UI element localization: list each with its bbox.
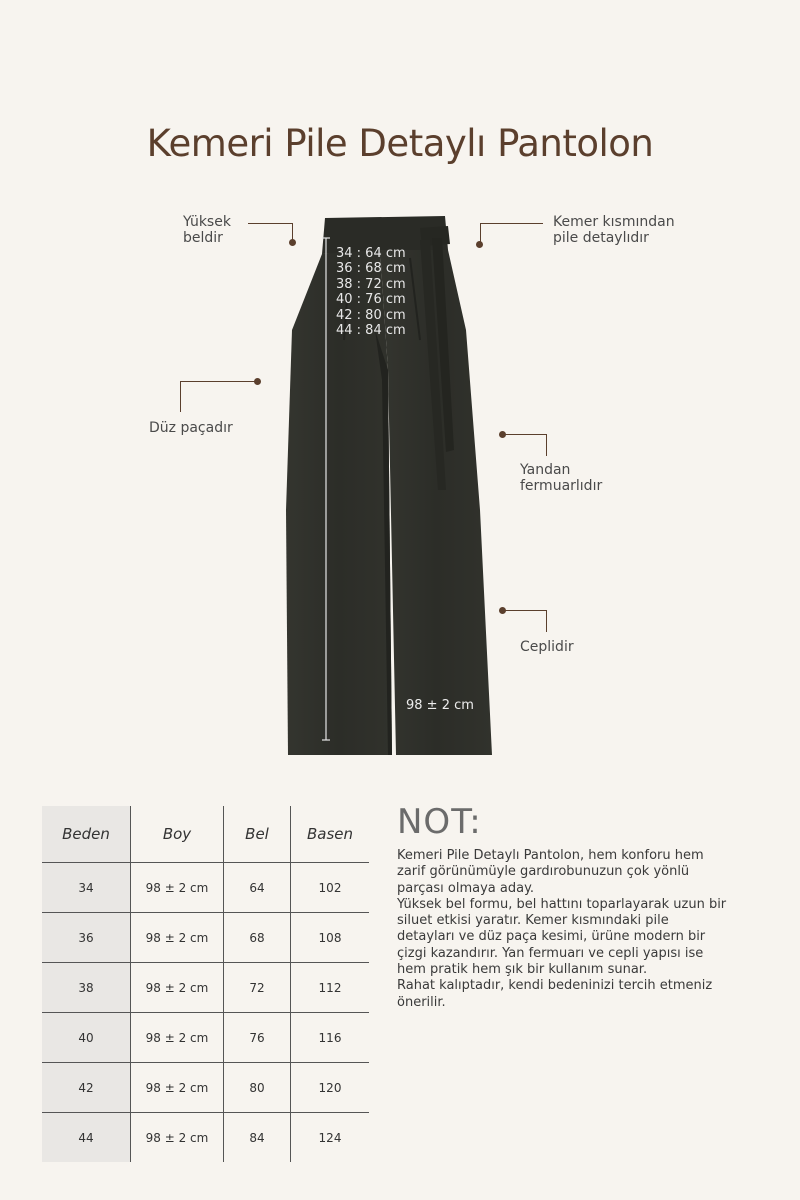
callout-straight-leg: Düz paçadır: [149, 420, 233, 436]
callout-belt-pleat: Kemer kısmından pile detaylıdır: [553, 214, 675, 246]
header-beden: Beden: [42, 806, 131, 863]
header-bel: Bel: [224, 806, 291, 863]
callout-dot: [254, 378, 261, 385]
table-row: 36 98 ± 2 cm 68 108: [42, 913, 369, 963]
note-paragraph: Rahat kalıptadır, kendi bedeninizi tercih etmeniz önerilir.: [397, 978, 713, 1010]
length-label: 98 ± 2 cm: [406, 698, 474, 713]
note-body: [397, 848, 727, 1011]
table-row: 34 98 ± 2 cm 64 102: [42, 863, 369, 913]
note-paragraph: Kemeri Pile Detaylı Pantolon, hem konforu hem zarif görünümüyle gardırobunuzun çok yönlü parçası olmaya aday.: [397, 848, 704, 896]
size-table: [42, 806, 369, 1162]
waist-measurements: [336, 246, 406, 338]
note-title: NOT:: [397, 802, 482, 842]
callout-dot: [499, 431, 506, 438]
header-basen: Basen: [306, 825, 354, 843]
waist-measure-44: 44 : 84 cm: [336, 323, 406, 339]
callout-pockets: Ceplidir: [520, 639, 574, 655]
waist-measure-36: 36 : 68 cm: [336, 261, 406, 277]
table-row: 38 98 ± 2 cm 72 112: [42, 963, 369, 1013]
table-row: 40 98 ± 2 cm 76 116: [42, 1013, 369, 1063]
waist-measure-40: 40 : 76 cm: [336, 292, 406, 308]
callout-high-waist: Yüksek beldir: [183, 214, 231, 246]
callout-dot: [289, 239, 296, 246]
note-paragraph: Yüksek bel formu, bel hattını toparlayarak uzun bir siluet etkisi yaratır. Kemer kısmındaki pile detayları ve düz paça kesimi, ürüne modern bir çizgi kazandırır. Yan fermuarı ve cepli yapısı ise hem pratik hem şık bir kullanım sunar.: [397, 896, 727, 978]
table-row: 42 98 ± 2 cm 80 120: [42, 1063, 369, 1113]
waist-measure-34: 34 : 64 cm: [336, 246, 406, 261]
callout-side-zip: Yandan fermuarlıdır: [520, 462, 603, 494]
callout-dot: [476, 241, 483, 248]
waist-measure-42: 42 : 80 cm: [336, 307, 406, 323]
table-row: 44 98 ± 2 cm 84 124: [42, 1113, 369, 1163]
callout-dot: [499, 607, 506, 614]
page-title: Kemeri Pile Detaylı Pantolon: [146, 122, 654, 165]
header-boy: Boy: [131, 806, 224, 863]
waist-measure-38: 38 : 72 cm: [336, 276, 406, 292]
